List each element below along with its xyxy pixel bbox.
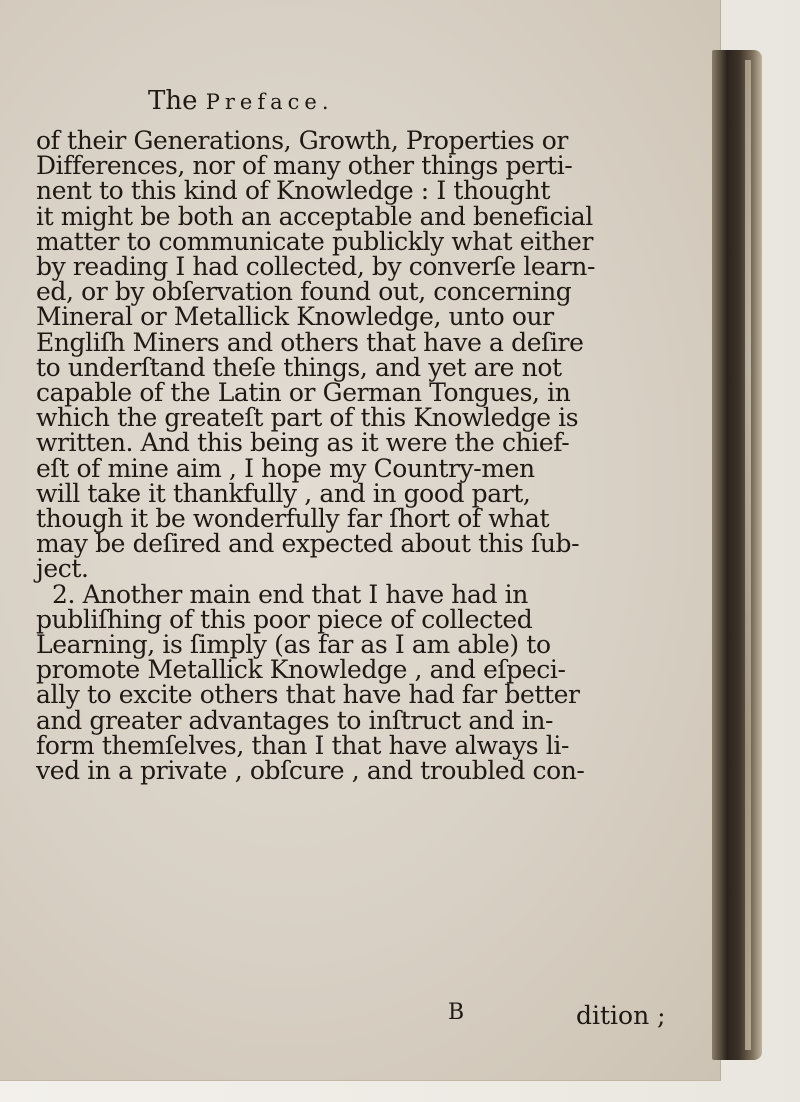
text-line: it might be both an acceptable and beneficial — [36, 201, 593, 231]
text-line: to underſtand theſe things, and yet are not — [36, 352, 562, 382]
text-line: nent to this kind of Knowledge : I thought — [36, 176, 551, 206]
running-head-title: Preface. — [205, 90, 334, 114]
text-line: promote Metallick Knowledge , and eſpeci- — [36, 655, 566, 685]
text-line: by reading I had collected, by converſe learn- — [36, 252, 596, 282]
text-line: ed, or by obſervation found out, concerning — [36, 277, 572, 307]
text-line: may be deſired and expected about this ſub- — [36, 529, 580, 559]
text-line: eſt of mine aim , I hope my Country-men — [36, 453, 535, 483]
text-line: 2. Another main end that I have had in — [52, 579, 528, 609]
body-text — [36, 126, 700, 786]
text-line: which the greateſt part of this Knowledge is — [36, 403, 579, 433]
running-head — [148, 86, 334, 116]
text-line: will take it thankfully , and in good part, — [36, 478, 531, 508]
text-line: Learning, is ſimply (as far as I am able) to — [36, 630, 551, 660]
text-line: matter to communicate publickly what either — [36, 226, 593, 256]
book-fore-edge — [712, 50, 762, 1060]
text-line: of their Generations, Growth, Properties or — [36, 126, 568, 155]
text-line: form themſelves, than I that have always li- — [36, 730, 570, 760]
text-line: Differences, nor of many other things perti- — [36, 151, 573, 181]
signature-mark: B — [448, 1000, 465, 1025]
text-line: written. And this being as it were the chief- — [36, 428, 570, 458]
text-line: though it be wonderfully far ſhort of what — [36, 504, 550, 534]
text-line: Engliſh Miners and others that have a deſire — [36, 327, 584, 357]
text-line: ally to excite others that have had far better — [36, 680, 580, 710]
text-line: ject. — [36, 554, 89, 584]
catchword: dition ; — [576, 1001, 666, 1030]
text-line: capable of the Latin or German Tongues, in — [36, 378, 571, 408]
text-line: and greater advantages to inſtruct and in- — [36, 705, 554, 735]
text-line: ved in a private , obſcure , and troubled con- — [36, 756, 585, 786]
text-line: Mineral or Metallick Knowledge, unto our — [36, 302, 554, 332]
running-head-prefix: The — [148, 86, 198, 116]
text-line: publiſhing of this poor piece of collected — [36, 604, 533, 634]
fore-edge-highlight — [745, 60, 751, 1050]
